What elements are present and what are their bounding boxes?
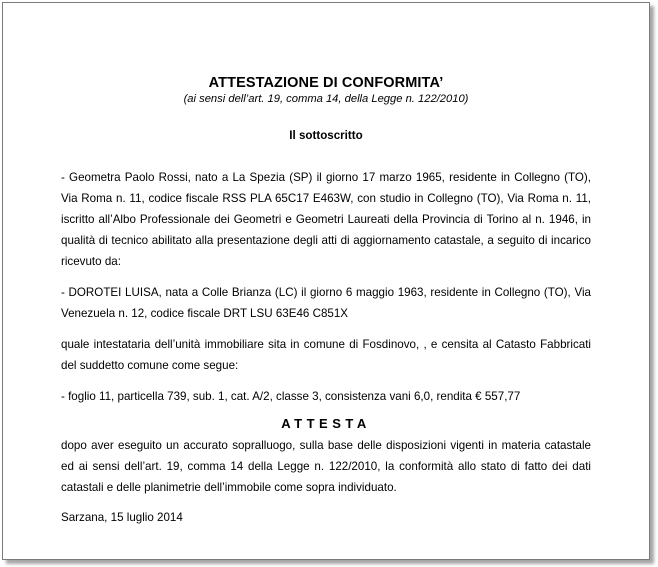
document-subtitle: (ai sensi dell’art. 19, comma 14, della Legge n. 122/2010) [183,93,469,105]
paragraph-attestation: dopo aver eseguito un accurato sopralluogo, sulla base delle disposizioni vigenti in materia catastale ed ai sensi dell’art. 19, comma 14 della Legge n. 122/2010, la conformità allo stato di fatto dei dati catastali e delle planimetrie dell’immobile come sopra individuato. [61,439,591,494]
paragraph-cadastral-data: - foglio 11, particella 739, sub. 1, cat. A/2, classe 3, consistenza vani 6,0, rendita € 557,77 [61,390,521,403]
attesta-heading: ATTESTA [281,416,371,431]
paragraph-property: quale intestataria dell’unità immobiliare sita in comune di Fosdinovo, , e censita al Catasto Fabbricati del suddetto comune come segue: [61,338,591,372]
place-date: Sarzana, 15 luglio 2014 [61,511,183,524]
paragraph-declarant: - Geometra Paolo Rossi, nato a La Spezia (SP) il giorno 17 marzo 1965, residente in Collegno (TO), Via Roma n. 11, codice fiscale RSS PLA 65C17 E463W, con studio in Collegno (TO), Via Roma n. 11, iscritto all’Albo Professionale dei Geometri e Geometri Laureati della Provincia di Torino al n. 1946, in qualità di tecnico abilitato alla presentazione degli atti di aggiornamento catastale, a seguito di incarico ricevuto da: [61,171,591,268]
document-body [61,75,591,528]
section-heading: Il sottoscritto [289,129,363,142]
paragraph-client: - DOROTEI LUISA, nata a Colle Brianza (LC) il giorno 6 maggio 1963, residente in Collegno (TO), Via Venezuela n. 12, codice fiscale DRT LSU 63E46 C851X [61,286,591,320]
document-title: ATTESTAZIONE DI CONFORMITA’ [208,75,444,91]
document-page [2,2,650,560]
